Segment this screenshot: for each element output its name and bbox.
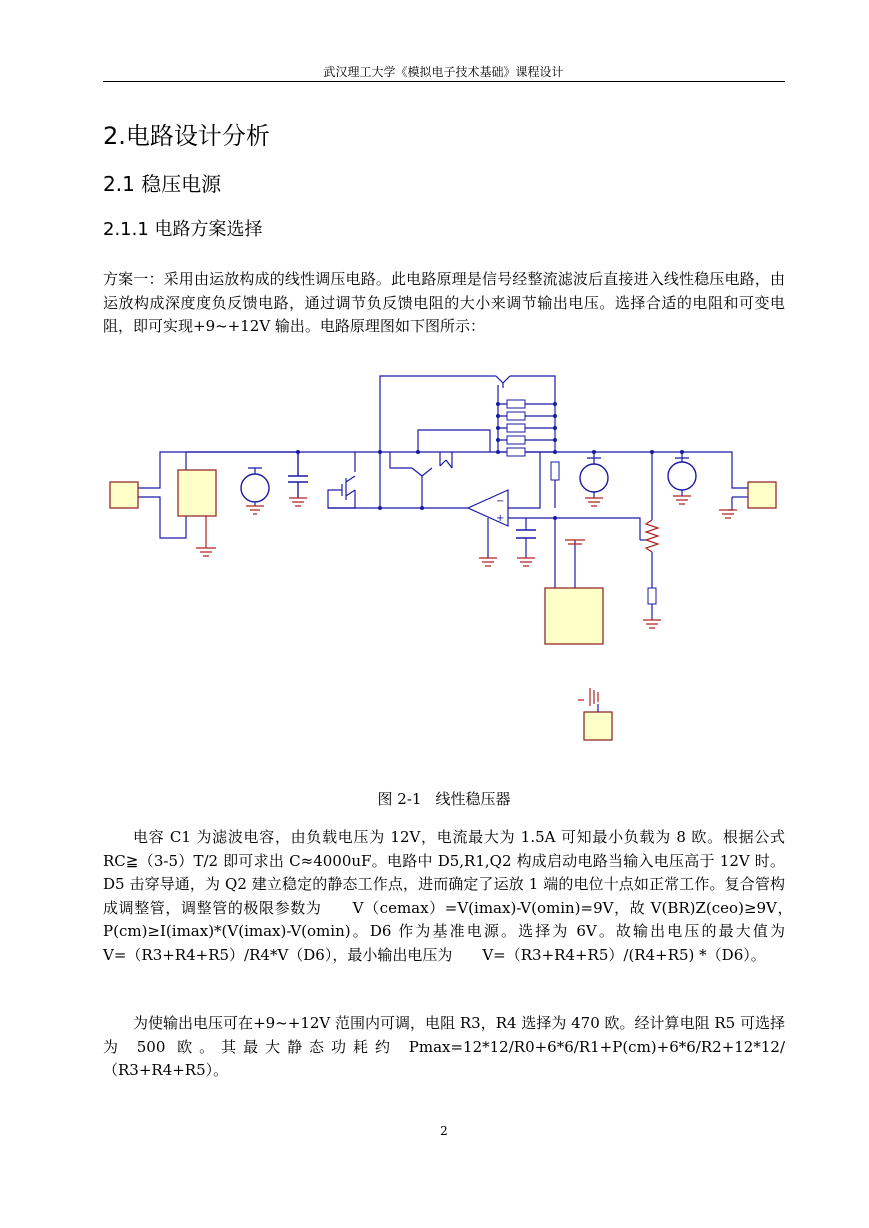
- page-header: 武汉理工大学《模拟电子技术基础》课程设计: [323, 65, 564, 79]
- paragraph-capacitor-analysis: 电容 C1 为滤波电容，由负载电压为 12V，电流最大为 1.5A 可知最小负载为 8 欧。根据公式 RC≧（3-5）T/2 即可求出 C≈4000uF。电路中 D5,R1,Q2 构成启动电路当输入电压高于 12V 时。D5 击穿导通，为 Q2 建立稳定的静态工作点，进而确定了运放 1 端的电位十点如正常工作。复合管构成调整管，调整管的极限参数为 V（cemax）=V(imax)-V(omin)=9V，故 V(BR)Z(ceo)≥9V， P(cm)≥I(imax)*(V(imax)-V(omin)。D6 作为基准电源。选择为 6V。故输出电压的最大值为 V=（R3+R4+R5）/R4*V（D6），最小输出电压为 V=（R3+R4+R5）/(R4+R5) *（D6）。: [103, 828, 816, 964]
- section-heading: 2.1 稳压电源: [103, 172, 222, 196]
- figure-title: 线性稳压器: [435, 790, 511, 808]
- circuit-wires: [138, 376, 748, 620]
- source-leads: [248, 458, 689, 506]
- paragraph-resistor-selection: 为使输出电压可在+9~+12V 范围内可调，电阻 R3，R4 选择为 470 欧。经计算电阻 R5 可选择为 500 欧。其最大静态功耗约 Pmax=12*12/R0+6*6/R1+P(cm)+6*6/R2+12*12/（R3+R4+R5）。: [103, 1014, 785, 1079]
- transistor-symbols: [342, 376, 510, 500]
- paragraph-scheme-one: 方案一：采用由运放构成的线性调压电路。此电路原理是信号经整流滤波后直接进入线性稳压电路，由运放构成深度度负反馈电路，通过调节负反馈电阻的大小来调节输出电压。选择合适的电阻和可变电阻，即可实现+9~+12V 输出。电路原理图如下图所示：: [103, 270, 785, 335]
- component-blocks: [110, 470, 776, 740]
- resistor-ladder: [507, 400, 525, 456]
- svg-text:−: −: [496, 496, 505, 507]
- subsection-heading: 2.1.1 电路方案选择: [103, 219, 263, 240]
- svg-text:+: +: [496, 513, 505, 524]
- chapter-heading: 2.电路设计分析: [103, 122, 270, 150]
- potentiometer-symbol: [646, 520, 658, 552]
- figure-number: 图 2-1: [377, 790, 422, 808]
- page-number: 2: [440, 1124, 448, 1138]
- source-symbols: [241, 462, 696, 502]
- figure-caption: [103, 788, 785, 809]
